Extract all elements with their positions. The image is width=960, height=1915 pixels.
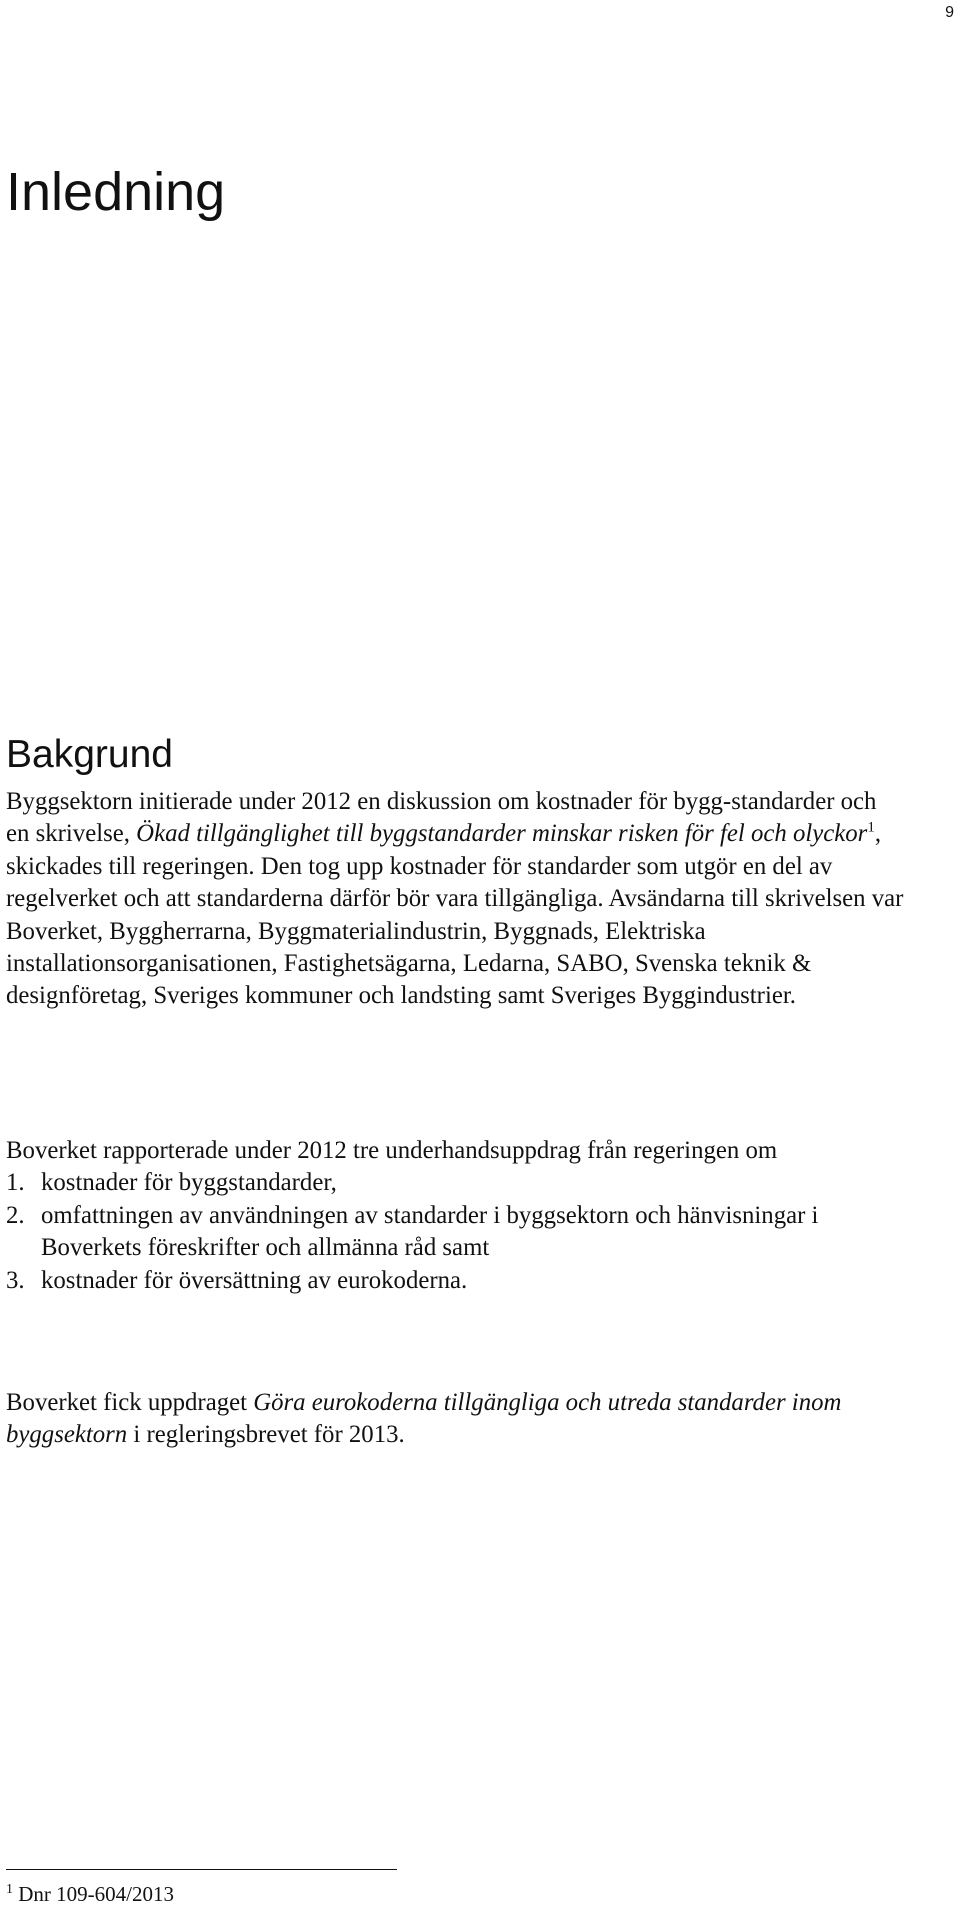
list-item-text: kostnader för byggstandarder,	[41, 1169, 337, 1197]
assignments-list	[6, 1167, 906, 1297]
list-item-text: kostnader för översättning av eurokoderna.	[41, 1266, 468, 1294]
assignment-title: Göra eurokoderna tillgängliga och utreda standarder inom byggsektorn	[6, 1389, 842, 1449]
background-paragraph	[6, 786, 906, 1013]
assignments-paragraph	[6, 1135, 906, 1297]
publication-title: Ökad tillgänglighet till byggstandarder minskar risken för fel och olyckor	[136, 820, 868, 848]
section-title: Bakgrund	[6, 733, 173, 776]
list-number: 1.	[6, 1169, 25, 1197]
footnote	[6, 1880, 174, 1908]
footnote-reference: 1	[867, 820, 875, 837]
list-item	[6, 1167, 906, 1199]
paragraph-text: Boverket fick uppdraget	[6, 1389, 254, 1416]
paragraph-text: Byggsektorn initierade under 2012 en diskussion om kostnader för bygg-standarder och en skrivelse,	[6, 788, 877, 848]
paragraph-text: , skickades till regeringen. Den tog upp kostnader för standarder som utgör en del av regelverket och att standarderna därför bör vara tillgängliga. Avsändarna till skrivelsen var Boverket, Byggherrarna, Byggmaterialindustrin, Byggnads, Elektriska installationsorganisationen, Fastighetsägarna, Ledarna, SABO, Svenska teknik & designföretag, Sveriges kommuner och landsting samt Sveriges Byggindustrier.	[6, 820, 904, 1010]
footnote-marker: 1	[6, 1882, 13, 1897]
list-number: 2.	[6, 1201, 25, 1229]
chapter-title: Inledning	[6, 162, 226, 222]
list-item-text: omfattningen av användningen av standarder i byggsektorn och hänvisningar i Boverkets föreskrifter och allmänna råd samt	[41, 1201, 819, 1262]
assignments-intro: Boverket rapporterade under 2012 tre underhandsuppdrag från regeringen om	[6, 1137, 778, 1164]
paragraph-text: i regleringsbrevet för 2013.	[127, 1421, 405, 1449]
list-item	[6, 1200, 906, 1265]
page-number: 9	[945, 4, 954, 21]
footnote-text: Dnr 109-604/2013	[18, 1882, 174, 1906]
footnote-divider	[6, 1869, 397, 1870]
regulation-letter-paragraph	[6, 1387, 906, 1452]
list-number: 3.	[6, 1266, 25, 1294]
list-item	[6, 1265, 906, 1297]
